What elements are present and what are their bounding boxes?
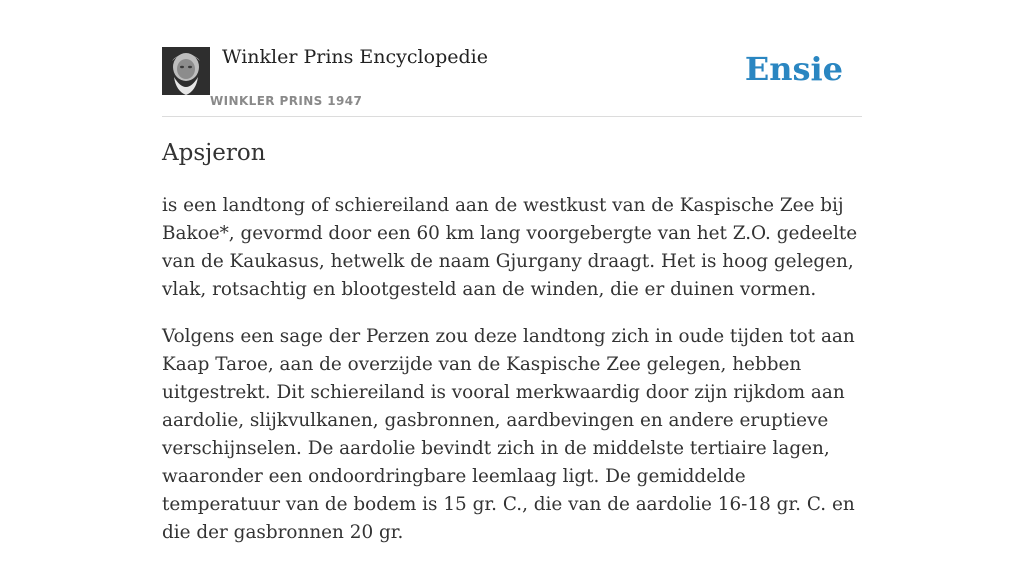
site-title[interactable]: Winkler Prins Encyclopedie (222, 46, 488, 68)
site-subtitle: WINKLER PRINS 1947 (210, 94, 363, 108)
header (162, 0, 862, 117)
article-paragraph-2: Volgens een sage der Perzen zou deze landtong zich in oude tijden tot aan Kaap Taroe, aan de overzijde van de Kaspische Zee gelegen, hebben uitgestrekt. Dit schiereiland is vooral merkwaardig door zijn rijkdom aan aardolie, slijkvulkanen, gasbronnen, aardbevingen en andere eruptieve verschijnselen. De aardolie bevindt zich in de middelste tertiaire lagen, waaronder een ondoordringbare leemlaag ligt. De gemiddelde temperatuur van de bodem is 15 gr. C., die van de aardolie 16-18 gr. C. en die der gasbronnen 20 gr. (162, 326, 855, 543)
article-title: Apsjeron (162, 140, 266, 166)
article-body (162, 192, 862, 566)
avatar[interactable] (162, 47, 210, 95)
article-paragraph-1: is een landtong of schiereiland aan de westkust van de Kaspische Zee bij Bakoe*, gevormd door een 60 km lang voorgebergte van het Z.O. gedeelte van de Kaukasus, hetwelk de naam Gjurgany draagt. Het is hoog gelegen, vlak, rotsachtig en blootgesteld aan de winden, die er duinen vormen. (162, 195, 858, 300)
brand-logo[interactable]: Ensie (744, 50, 843, 88)
portrait-icon (162, 47, 210, 95)
content-container (162, 0, 862, 543)
